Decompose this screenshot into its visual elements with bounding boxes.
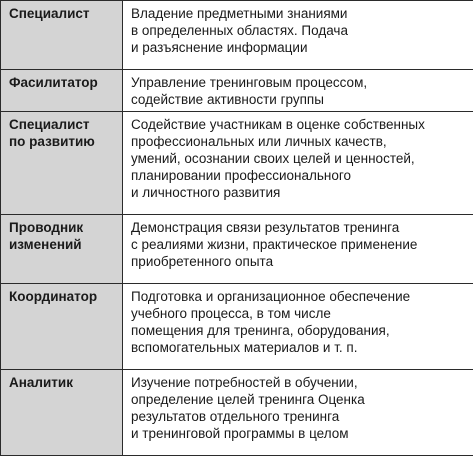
role-name: Фасилитатор — [9, 74, 98, 90]
description-line: результатов отдельного тренинга — [131, 409, 340, 425]
role-cell — [1, 284, 123, 370]
role-name: Специалист — [9, 6, 90, 21]
role-cell — [1, 215, 123, 284]
table-row — [1, 112, 473, 215]
description-line: Владение предметными знаниями — [131, 6, 348, 21]
role-cell — [1, 112, 123, 215]
description-line: и личностного развития — [131, 185, 281, 201]
table-row — [1, 370, 473, 456]
description-line: Управление тренинговым процессом, — [131, 74, 368, 90]
description-line: Изучение потребностей в обучении, — [131, 375, 358, 391]
description-line: помещения для тренинга, оборудования, — [131, 323, 390, 339]
description-line: вспомогательных материалов и т. п. — [131, 340, 358, 356]
description-line: в определенных областях. Подача — [131, 23, 348, 38]
role-name: Координатор — [9, 289, 98, 305]
description-cell — [123, 69, 473, 111]
description-line: приобретенного опыта — [131, 254, 274, 270]
description-line: Содействие участникам в оценке собственных — [131, 117, 425, 133]
description-cell — [123, 284, 473, 370]
description-line: Демонстрация связи результатов тренинга — [131, 220, 400, 236]
description-line: учебного процесса, в том числе — [131, 306, 331, 322]
description-cell — [123, 215, 473, 284]
description-cell — [123, 1, 473, 70]
table-row — [1, 69, 473, 111]
role-name: изменений — [9, 237, 82, 253]
role-cell — [1, 370, 123, 456]
description-line: с реалиями жизни, практическое применение — [131, 237, 418, 253]
role-name: Специалист — [9, 117, 90, 133]
description-line: умений, осознании своих целей и ценностей, — [131, 151, 415, 167]
role-cell — [1, 69, 123, 111]
role-name: по развитию — [9, 134, 95, 150]
table-row — [1, 1, 473, 70]
description-cell — [123, 112, 473, 215]
table-row — [1, 215, 473, 284]
role-name: Проводник — [9, 220, 84, 236]
role-cell — [1, 1, 123, 70]
description-line: содействие активности группы — [131, 91, 324, 107]
role-name: Аналитик — [9, 375, 73, 391]
description-line: и разъяснение информации — [131, 40, 308, 55]
description-line: профессиональных или личных качеств, — [131, 134, 387, 150]
description-line: определение целей тренинга Оценка — [131, 392, 365, 408]
description-line: планировании профессионального — [131, 168, 351, 184]
table-row — [1, 284, 473, 370]
description-line: и тренинговой программы в целом — [131, 426, 349, 442]
description-cell — [123, 370, 473, 456]
description-line: Подготовка и организационное обеспечение — [131, 289, 411, 305]
